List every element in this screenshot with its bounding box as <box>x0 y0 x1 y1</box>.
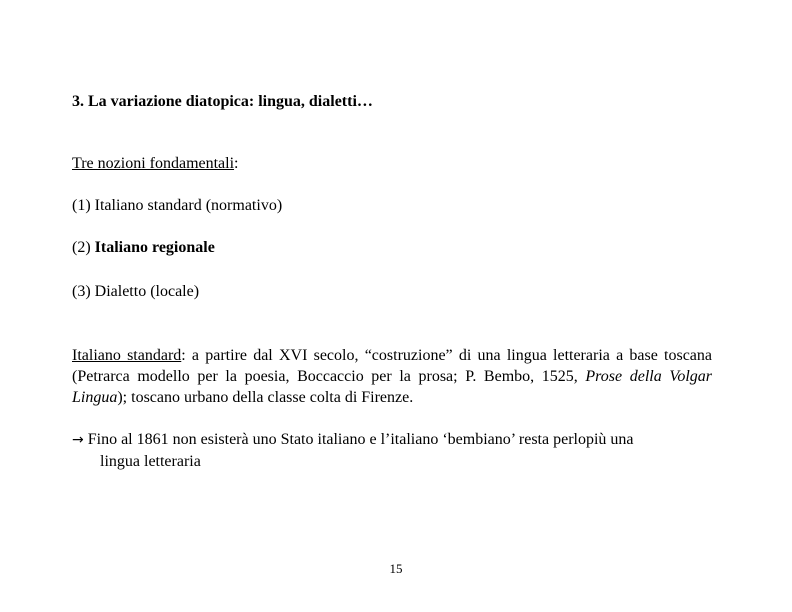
work-title: Prose della Volgar Lingua <box>72 368 712 406</box>
historical-note <box>72 429 722 472</box>
standard-italian-text-1: : a partire dal XVI secolo, “costruzione” di una lingua letteraria a base toscana (Petrarca modello per la poesia, Boccaccio per la prosa; P. Bembo, 1525, <box>72 347 712 385</box>
notion-item-1-label: Italiano standard (normativo) <box>94 197 283 214</box>
standard-italian-paragraph <box>72 345 712 408</box>
section-title: 3. La variazione diatopica: lingua, dialetti… <box>72 93 373 110</box>
historical-note-line-2: lingua letteraria <box>100 453 201 470</box>
notion-item-3-number: (3) <box>72 283 95 300</box>
standard-italian-text-2: ); toscano urbano della classe colta di Firenze. <box>117 389 414 406</box>
notion-item-2-label: Italiano regionale <box>94 239 215 256</box>
notion-item-1 <box>72 196 282 216</box>
standard-italian-term: Italiano standard <box>72 347 182 364</box>
notion-item-3-label: Dialetto (locale) <box>94 283 200 300</box>
historical-note-text-1: Fino al 1861 non esisterà uno Stato italiano e l’italiano ‘bembiano’ resta perlopiù una <box>83 431 634 448</box>
historical-note-line-1 <box>72 429 722 451</box>
notion-item-1-number: (1) <box>72 197 95 214</box>
notion-item-2 <box>72 238 215 258</box>
right-arrow-icon: → <box>72 432 84 448</box>
notions-heading-text: Tre nozioni fondamentali <box>72 155 235 172</box>
notions-heading-colon: : <box>234 155 239 172</box>
notions-heading <box>72 154 239 174</box>
notion-item-3 <box>72 282 199 302</box>
notion-item-2-number: (2) <box>72 239 95 256</box>
page-number: 15 <box>389 561 403 576</box>
